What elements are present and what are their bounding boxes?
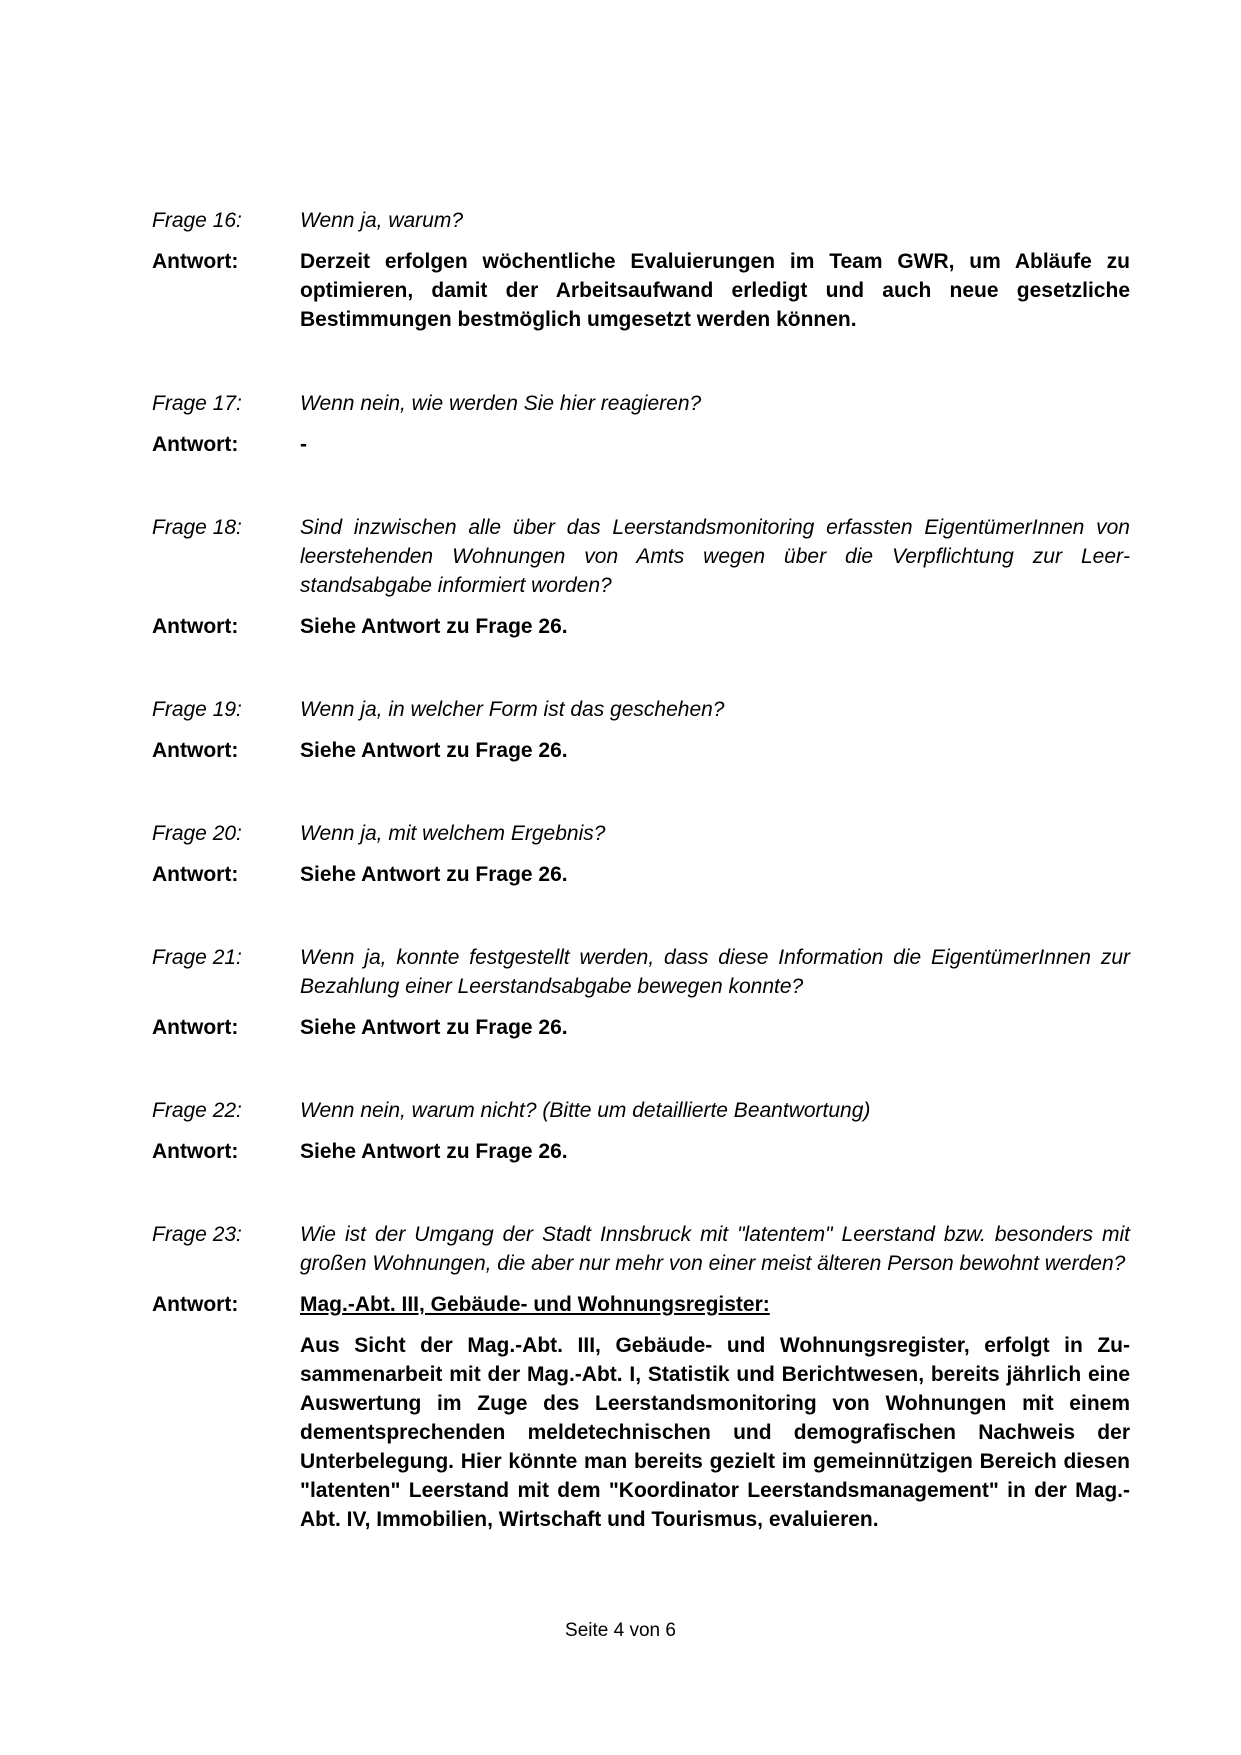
answer-label: Antwort: bbox=[152, 433, 239, 456]
question-label: Frage 19: bbox=[152, 698, 242, 721]
qa-block-17 bbox=[152, 389, 1130, 459]
answer-row bbox=[152, 1290, 1130, 1319]
answer-row bbox=[152, 1013, 1130, 1042]
answer-row bbox=[152, 247, 1130, 334]
question-label: Frage 16: bbox=[152, 209, 242, 232]
answer-paragraph: Aus Sicht der Mag.-Abt. III, Gebäude- und Wohnungsregister, erfolgt in Zusammenarbeit mit der Mag.-Abt. I, Statistik und Berichtwesen, bereits jährlich eine Auswertung im Zuge des Leerstandsmonitoring von Wohnungen mit einem dementsprechenden meldetechnischen und demografischen Nachweis der Unterbelegung. Hier könnte man bereits gezielt im gemeinnützigen Bereich diesen "latenten" Leerstand mit dem "Koordinator Leerstandsmanagement" in der Mag.-Abt. IV, Immobilien, Wirtschaft und Tourismus, evaluieren. bbox=[300, 1334, 1130, 1531]
answer-row bbox=[152, 612, 1130, 641]
question-row bbox=[152, 389, 1130, 418]
question-label: Frage 21: bbox=[152, 946, 242, 969]
answer-row bbox=[152, 860, 1130, 889]
answer-label: Antwort: bbox=[152, 1016, 239, 1039]
question-row bbox=[152, 513, 1130, 600]
qa-block-23 bbox=[152, 1220, 1130, 1534]
answer-department-heading: Mag.-Abt. III, Gebäude- und Wohnungsregister: bbox=[300, 1293, 770, 1316]
question-text: Sind inzwischen alle über das Leerstandsmonitoring erfassten EigentümerInnen von leerstehenden Wohnungen von Amts wegen über die Verpflichtung zur Leerstandsabgabe informiert worden? bbox=[300, 516, 1130, 597]
question-text: Wenn ja, warum? bbox=[300, 209, 464, 232]
answer-text: Siehe Antwort zu Frage 26. bbox=[300, 863, 568, 886]
question-text: Wenn ja, mit welchem Ergebnis? bbox=[300, 822, 606, 845]
question-label: Frage 18: bbox=[152, 516, 242, 539]
qa-block-19 bbox=[152, 695, 1130, 765]
answer-label: Antwort: bbox=[152, 1293, 239, 1316]
question-row bbox=[152, 1096, 1130, 1125]
question-row bbox=[152, 695, 1130, 724]
qa-block-21 bbox=[152, 943, 1130, 1042]
answer-text: Siehe Antwort zu Frage 26. bbox=[300, 615, 568, 638]
answer-label: Antwort: bbox=[152, 250, 239, 273]
question-text: Wie ist der Umgang der Stadt Innsbruck mit "latentem" Leerstand bzw. besonders mit großen Wohnungen, die aber nur mehr von einer meist älteren Person bewohnt werden? bbox=[300, 1223, 1130, 1275]
question-label: Frage 23: bbox=[152, 1223, 242, 1246]
qa-block-20 bbox=[152, 819, 1130, 889]
answer-row bbox=[152, 1137, 1130, 1166]
question-text: Wenn ja, in welcher Form ist das geschehen? bbox=[300, 698, 725, 721]
answer-text: - bbox=[300, 433, 307, 456]
answer-label: Antwort: bbox=[152, 863, 239, 886]
answer-text: Siehe Antwort zu Frage 26. bbox=[300, 739, 568, 762]
qa-block-18 bbox=[152, 513, 1130, 641]
question-text: Wenn nein, warum nicht? (Bitte um detaillierte Beantwortung) bbox=[300, 1099, 871, 1122]
question-label: Frage 20: bbox=[152, 822, 242, 845]
answer-text: Siehe Antwort zu Frage 26. bbox=[300, 1140, 568, 1163]
question-text: Wenn nein, wie werden Sie hier reagieren? bbox=[300, 392, 702, 415]
question-label: Frage 22: bbox=[152, 1099, 242, 1122]
question-row bbox=[152, 819, 1130, 848]
question-row bbox=[152, 943, 1130, 1001]
question-row bbox=[152, 206, 1130, 235]
answer-text: Siehe Antwort zu Frage 26. bbox=[300, 1016, 568, 1039]
qa-block-22 bbox=[152, 1096, 1130, 1166]
answer-label: Antwort: bbox=[152, 1140, 239, 1163]
answer-label: Antwort: bbox=[152, 739, 239, 762]
answer-row bbox=[152, 736, 1130, 765]
answer-label: Antwort: bbox=[152, 615, 239, 638]
answer-row bbox=[152, 430, 1130, 459]
question-row bbox=[152, 1220, 1130, 1278]
question-label: Frage 17: bbox=[152, 392, 242, 415]
answer-text: Derzeit erfolgen wöchentliche Evaluierungen im Team GWR, um Abläufe zu optimieren, damit der Arbeitsaufwand erledigt und auch neue gesetzliche Bestimmungen bestmöglich umgesetzt werden können. bbox=[300, 250, 1130, 331]
qa-block-16 bbox=[152, 206, 1130, 334]
question-text: Wenn ja, konnte festgestellt werden, dass diese Information die EigentümerInnen zur Bezahlung einer Leerstandsabgabe bewegen konnte? bbox=[300, 946, 1130, 998]
page-number: Seite 4 von 6 bbox=[565, 1620, 676, 1641]
